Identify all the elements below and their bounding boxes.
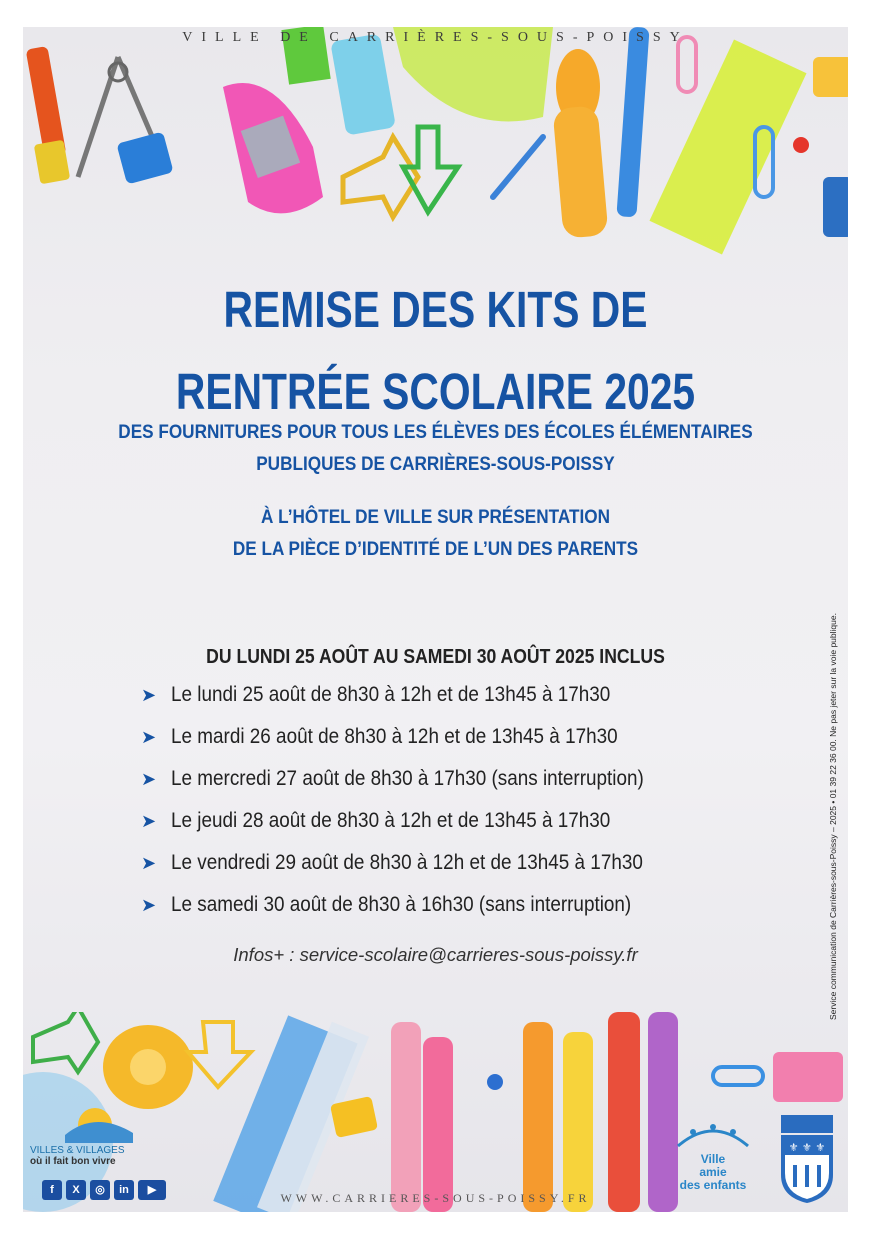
facebook-icon[interactable]: f xyxy=(42,1180,62,1200)
schedule-item: ➤ Le vendredi 29 août de 8h30 à 12h et de 13h45 à 17h30 xyxy=(141,842,696,884)
villes-villages-line-2: où il fait bon vivre xyxy=(30,1156,116,1167)
subtitle-location-line-2: DE LA PIÈCE D’IDENTITÉ DE L’UN DES PARENTS xyxy=(232,538,639,560)
school-supplies-top-illustration xyxy=(23,27,848,257)
subtitle-supplies-line-1: DES FOURNITURES POUR TOUS LES ÉLÈVES DES ÉCOLES ÉLÉMENTAIRES xyxy=(118,421,753,443)
svg-text:⚜ ⚜ ⚜: ⚜ ⚜ ⚜ xyxy=(788,1141,826,1154)
schedule-item: ➤ Le mercredi 27 août de 8h30 à 17h30 (sans interruption) xyxy=(141,758,696,800)
ville-amie-emblem-icon xyxy=(673,1122,753,1148)
social-links xyxy=(42,1180,166,1200)
arrow-icon: ➤ xyxy=(141,853,157,873)
ville-amie-des-enfants-logo xyxy=(668,1122,758,1202)
villes-villages-line-1: VILLES & VILLAGES xyxy=(30,1145,125,1156)
villes-villages-logo xyxy=(30,1105,165,1167)
schedule-item: ➤ Le lundi 25 août de 8h30 à 12h et de 13h45 à 17h30 xyxy=(141,674,696,716)
title-line-2: RENTRÉE SCOLAIRE 2025 xyxy=(175,362,696,420)
arrow-icon: ➤ xyxy=(141,811,157,831)
page-title xyxy=(106,269,766,432)
arrow-icon: ➤ xyxy=(141,769,157,789)
dates-heading: DU LUNDI 25 AOÛT AU SAMEDI 30 AOÛT 2025 INCLUS xyxy=(206,646,665,668)
city-banner: VILLE DE CARRIÈRES-SOUS-POISSY xyxy=(182,30,689,45)
schedule-item: ➤ Le mardi 26 août de 8h30 à 12h et de 13h45 à 17h30 xyxy=(141,716,696,758)
linkedin-icon[interactable]: in xyxy=(114,1180,134,1200)
arrow-icon: ➤ xyxy=(141,685,157,705)
schedule-item: ➤ Le samedi 30 août de 8h30 à 16h30 (sans interruption) xyxy=(141,884,696,926)
ville-amie-line-3: des enfants xyxy=(679,1178,747,1192)
city-crest-icon xyxy=(777,1115,837,1205)
poster xyxy=(23,27,848,1212)
side-credit: Service communication de Carrières-sous-Poissy – 2025 • 01 39 22 36 00. Ne pas jeter sur la voie publique. xyxy=(828,613,838,1020)
schedule-item: ➤ Le jeudi 28 août de 8h30 à 12h et de 13h45 à 17h30 xyxy=(141,800,696,842)
x-icon[interactable]: X xyxy=(66,1180,86,1200)
ville-amie-line-1: Ville xyxy=(700,1152,726,1166)
ville-amie-line-2: amie xyxy=(699,1165,727,1179)
website-link[interactable]: WWW.CARRIERES-SOUS-POISSY.FR xyxy=(280,1191,591,1205)
youtube-icon[interactable]: ▶ xyxy=(138,1180,166,1200)
subtitle-location-line-1: À L’HÔTEL DE VILLE SUR PRÉSENTATION xyxy=(261,506,610,528)
arrow-icon: ➤ xyxy=(141,727,157,747)
subtitle-supplies xyxy=(73,416,799,480)
schedule-list xyxy=(141,674,696,926)
subtitle-supplies-line-2: PUBLIQUES DE CARRIÈRES-SOUS-POISSY xyxy=(256,453,615,475)
arrow-icon: ➤ xyxy=(141,895,157,915)
contact-info[interactable]: Infos+ : service-scolaire@carrieres-sous-poissy.fr xyxy=(233,944,638,965)
subtitle-location xyxy=(73,501,799,565)
villes-villages-emblem-icon xyxy=(55,1105,135,1143)
title-line-1: REMISE DES KITS DE xyxy=(223,281,648,338)
instagram-icon[interactable]: ◎ xyxy=(90,1180,110,1200)
